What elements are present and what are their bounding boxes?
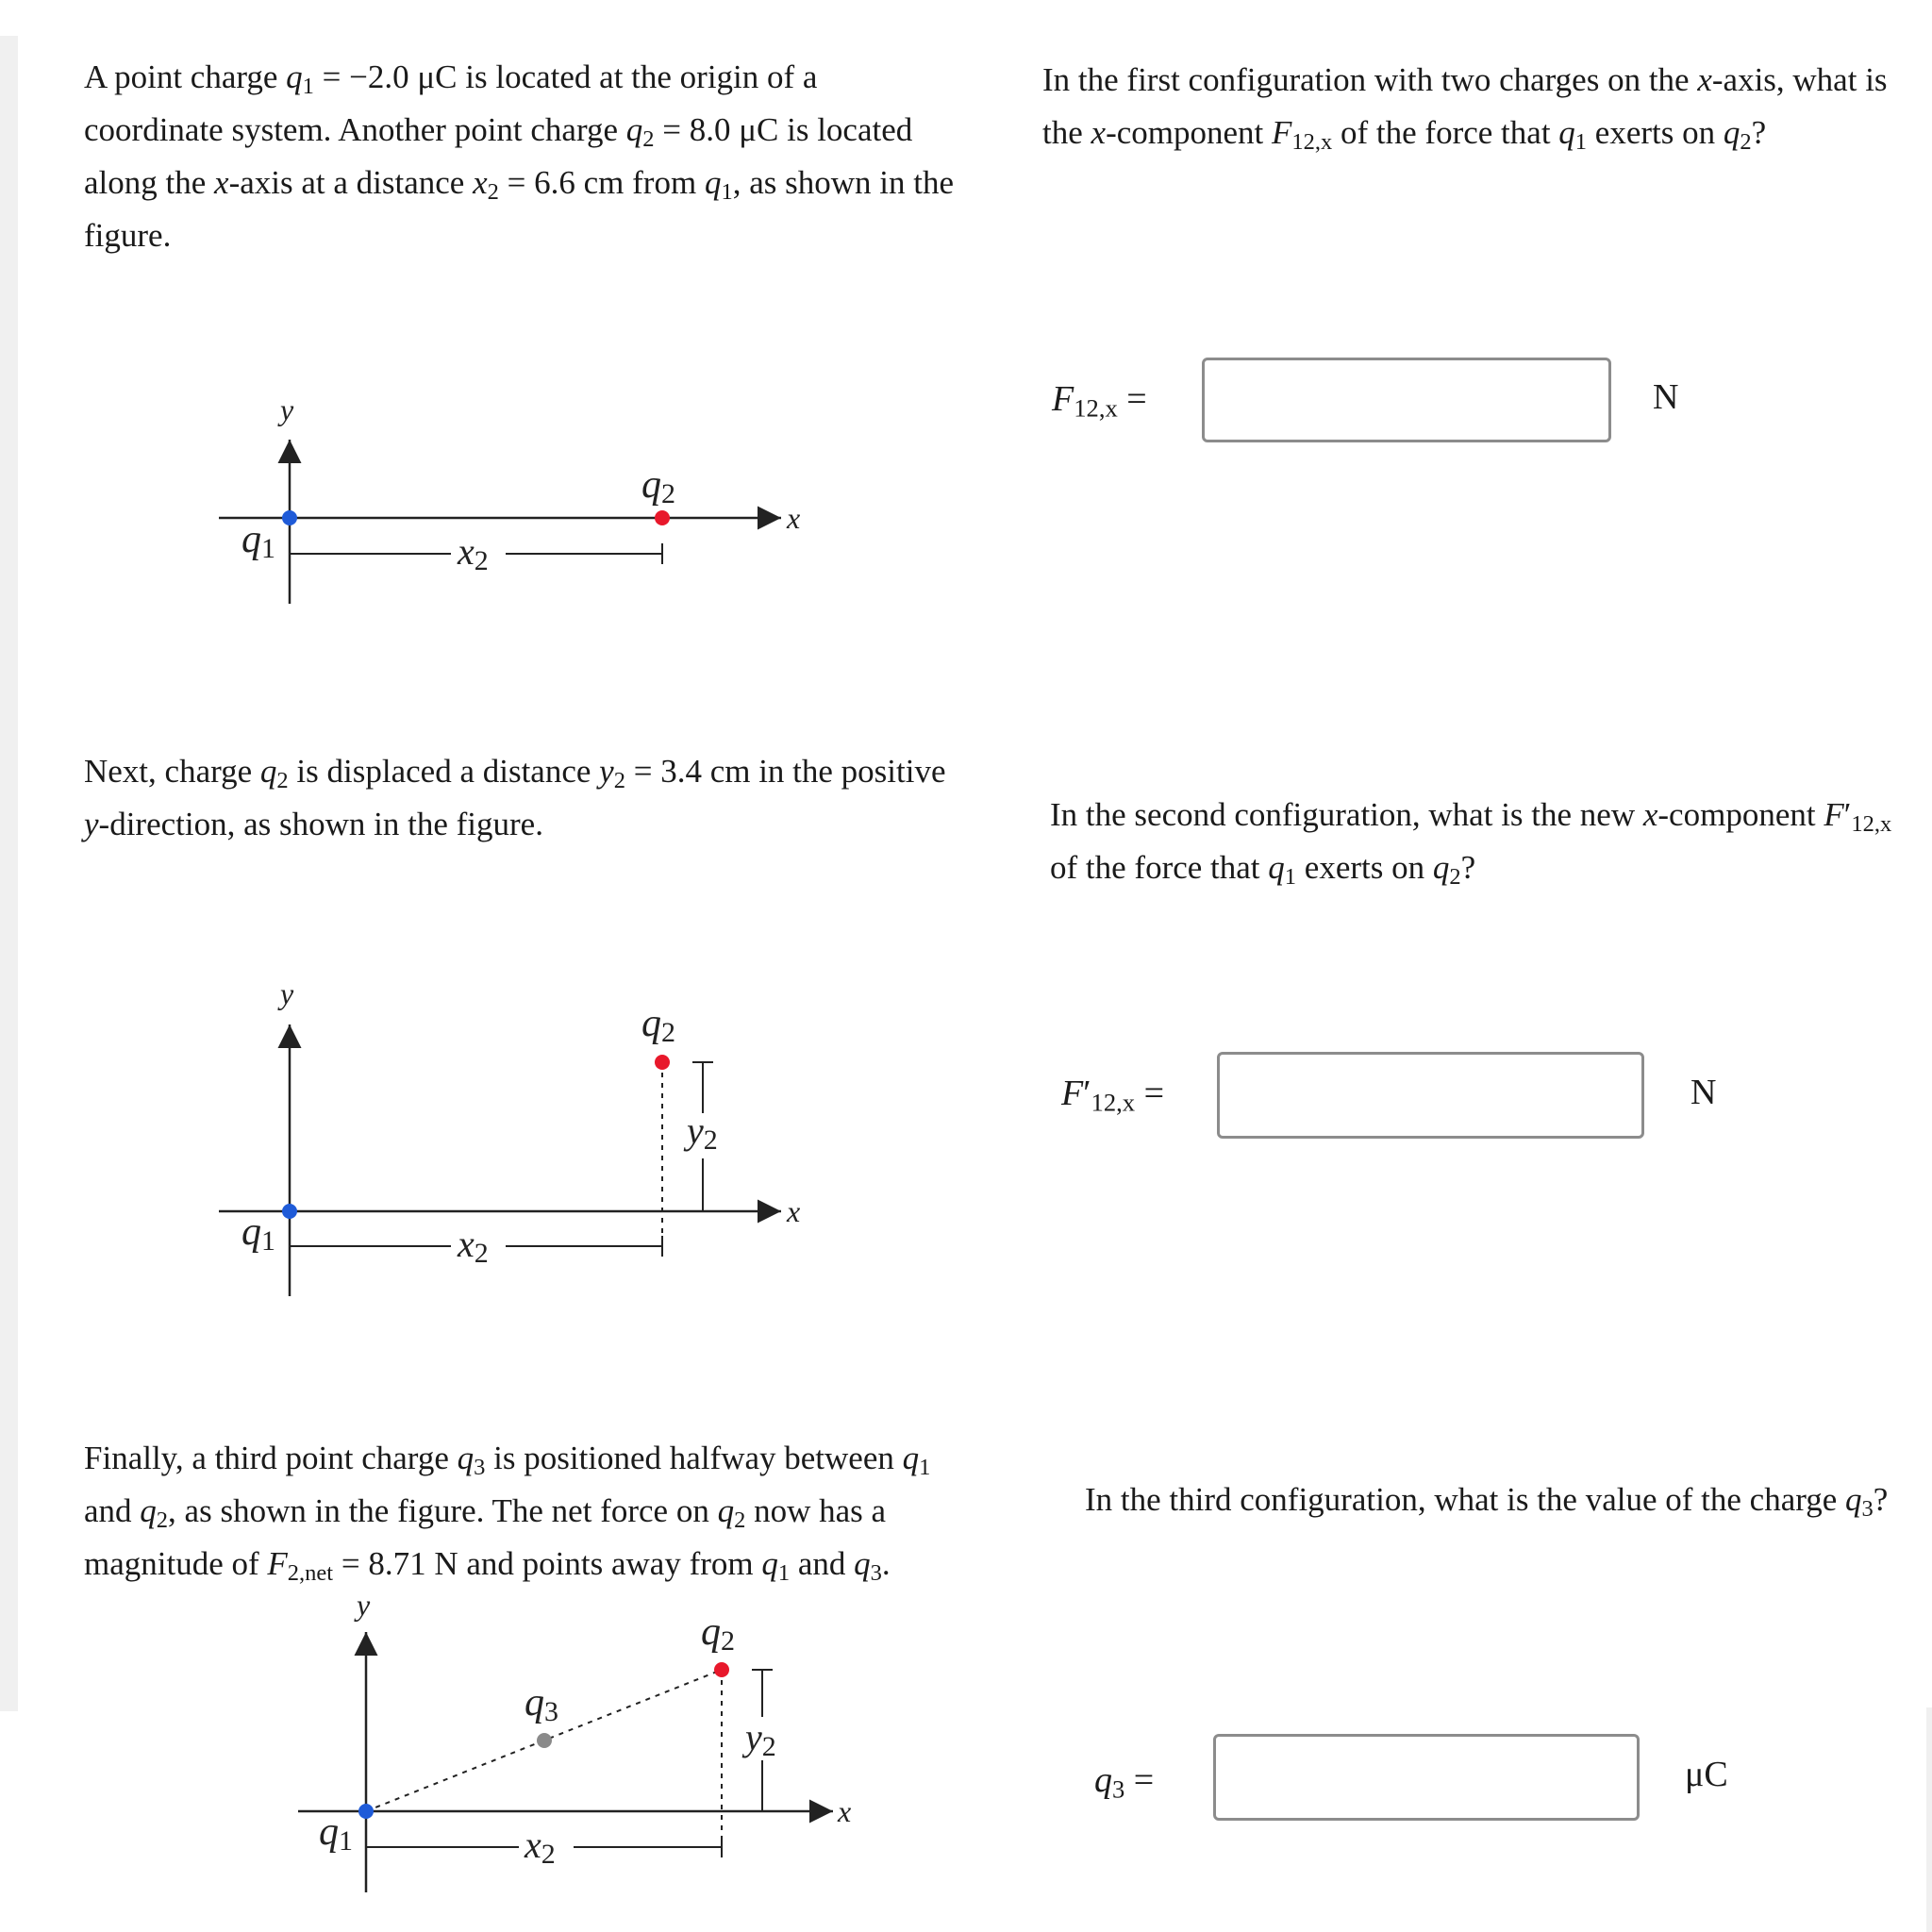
q2-label: q2 — [641, 463, 675, 509]
x-axis-label: x — [787, 1194, 801, 1228]
x2-label: x2 — [458, 530, 489, 576]
q3-dot — [537, 1733, 552, 1748]
y2-label: y2 — [745, 1716, 776, 1762]
y-axis-label: y — [357, 1588, 371, 1622]
question-2-text: In the second configuration, what is the new x-component $F'_{12,x}$ of the force that $q_1$ exerts on $q_2$? — [1050, 796, 1892, 891]
y2-label: y2 — [687, 1109, 718, 1156]
question-1-text: In the first configuration with two charges on the x-axis, what is the x-component $F_{12,x}$ of the force that $q_1$ exerts on $q_2$? — [1042, 61, 1888, 156]
q3-answer-label: $q_3$ = — [1094, 1760, 1155, 1804]
q2-dot — [655, 1055, 670, 1070]
f12x-prime-input[interactable] — [1217, 1052, 1644, 1139]
question-3-text: In the third configuration, what is the value of the charge $q_3$? — [1085, 1481, 1889, 1523]
figure-config-2 — [0, 976, 943, 1297]
figure-config-1 — [0, 387, 943, 613]
f12x-unit: N — [1653, 377, 1679, 417]
x2-label: x2 — [525, 1824, 556, 1870]
q2-label: q2 — [701, 1610, 735, 1657]
figure-config-3 — [0, 1588, 943, 1896]
q2-dot — [655, 510, 670, 525]
left-margin-strip — [0, 36, 18, 1711]
q2-label: q2 — [641, 1002, 675, 1048]
y-axis-label: y — [280, 392, 294, 426]
q1-label: q1 — [319, 1810, 353, 1857]
q2-dot — [714, 1662, 729, 1677]
q1-dot — [358, 1804, 374, 1819]
q3-unit: μC — [1685, 1755, 1728, 1794]
y-axis-label: y — [280, 976, 294, 1010]
q3-input[interactable] — [1213, 1734, 1640, 1821]
x-axis-label: x — [787, 501, 801, 535]
problem-intro: A point charge $q_1 = -2.0$ μC is located at the origin of a coordinate system. Another point charge $q_2 = 8.0$ μC is located along the x-axis at a distance $x_2 = 6.6$ cm from $q_1$, as shown in the figure. — [84, 58, 954, 254]
q1-dot — [282, 510, 297, 525]
q1-label: q1 — [242, 518, 275, 564]
problem-second: Next, charge $q_2$ is displaced a distance $y_2 = 3.4$ cm in the positive y-direction, as shown in the figure. — [84, 753, 946, 842]
q1-dot — [282, 1204, 297, 1219]
problem-third: Finally, a third point charge $q_3$ is positioned halfway between $q_1$ and $q_2$, as shown in the figure. The net force on $q_2$ now has a magnitude of $F_{2,net} = 8.71$ N and points away from $q_1$ and $q_3$. — [84, 1440, 931, 1587]
q3-label: q3 — [525, 1681, 558, 1727]
q1-label: q1 — [242, 1210, 275, 1257]
right-margin-strip — [1926, 1707, 1932, 1932]
f12x-input[interactable] — [1202, 358, 1611, 442]
x2-label: x2 — [458, 1223, 489, 1269]
x-axis-label: x — [838, 1794, 852, 1828]
f12x-prime-label: $F'_{12,x}$ = — [1061, 1074, 1165, 1117]
f12x-label: $F_{12,x}$ = — [1052, 379, 1147, 423]
f12x-prime-unit: N — [1690, 1073, 1717, 1112]
